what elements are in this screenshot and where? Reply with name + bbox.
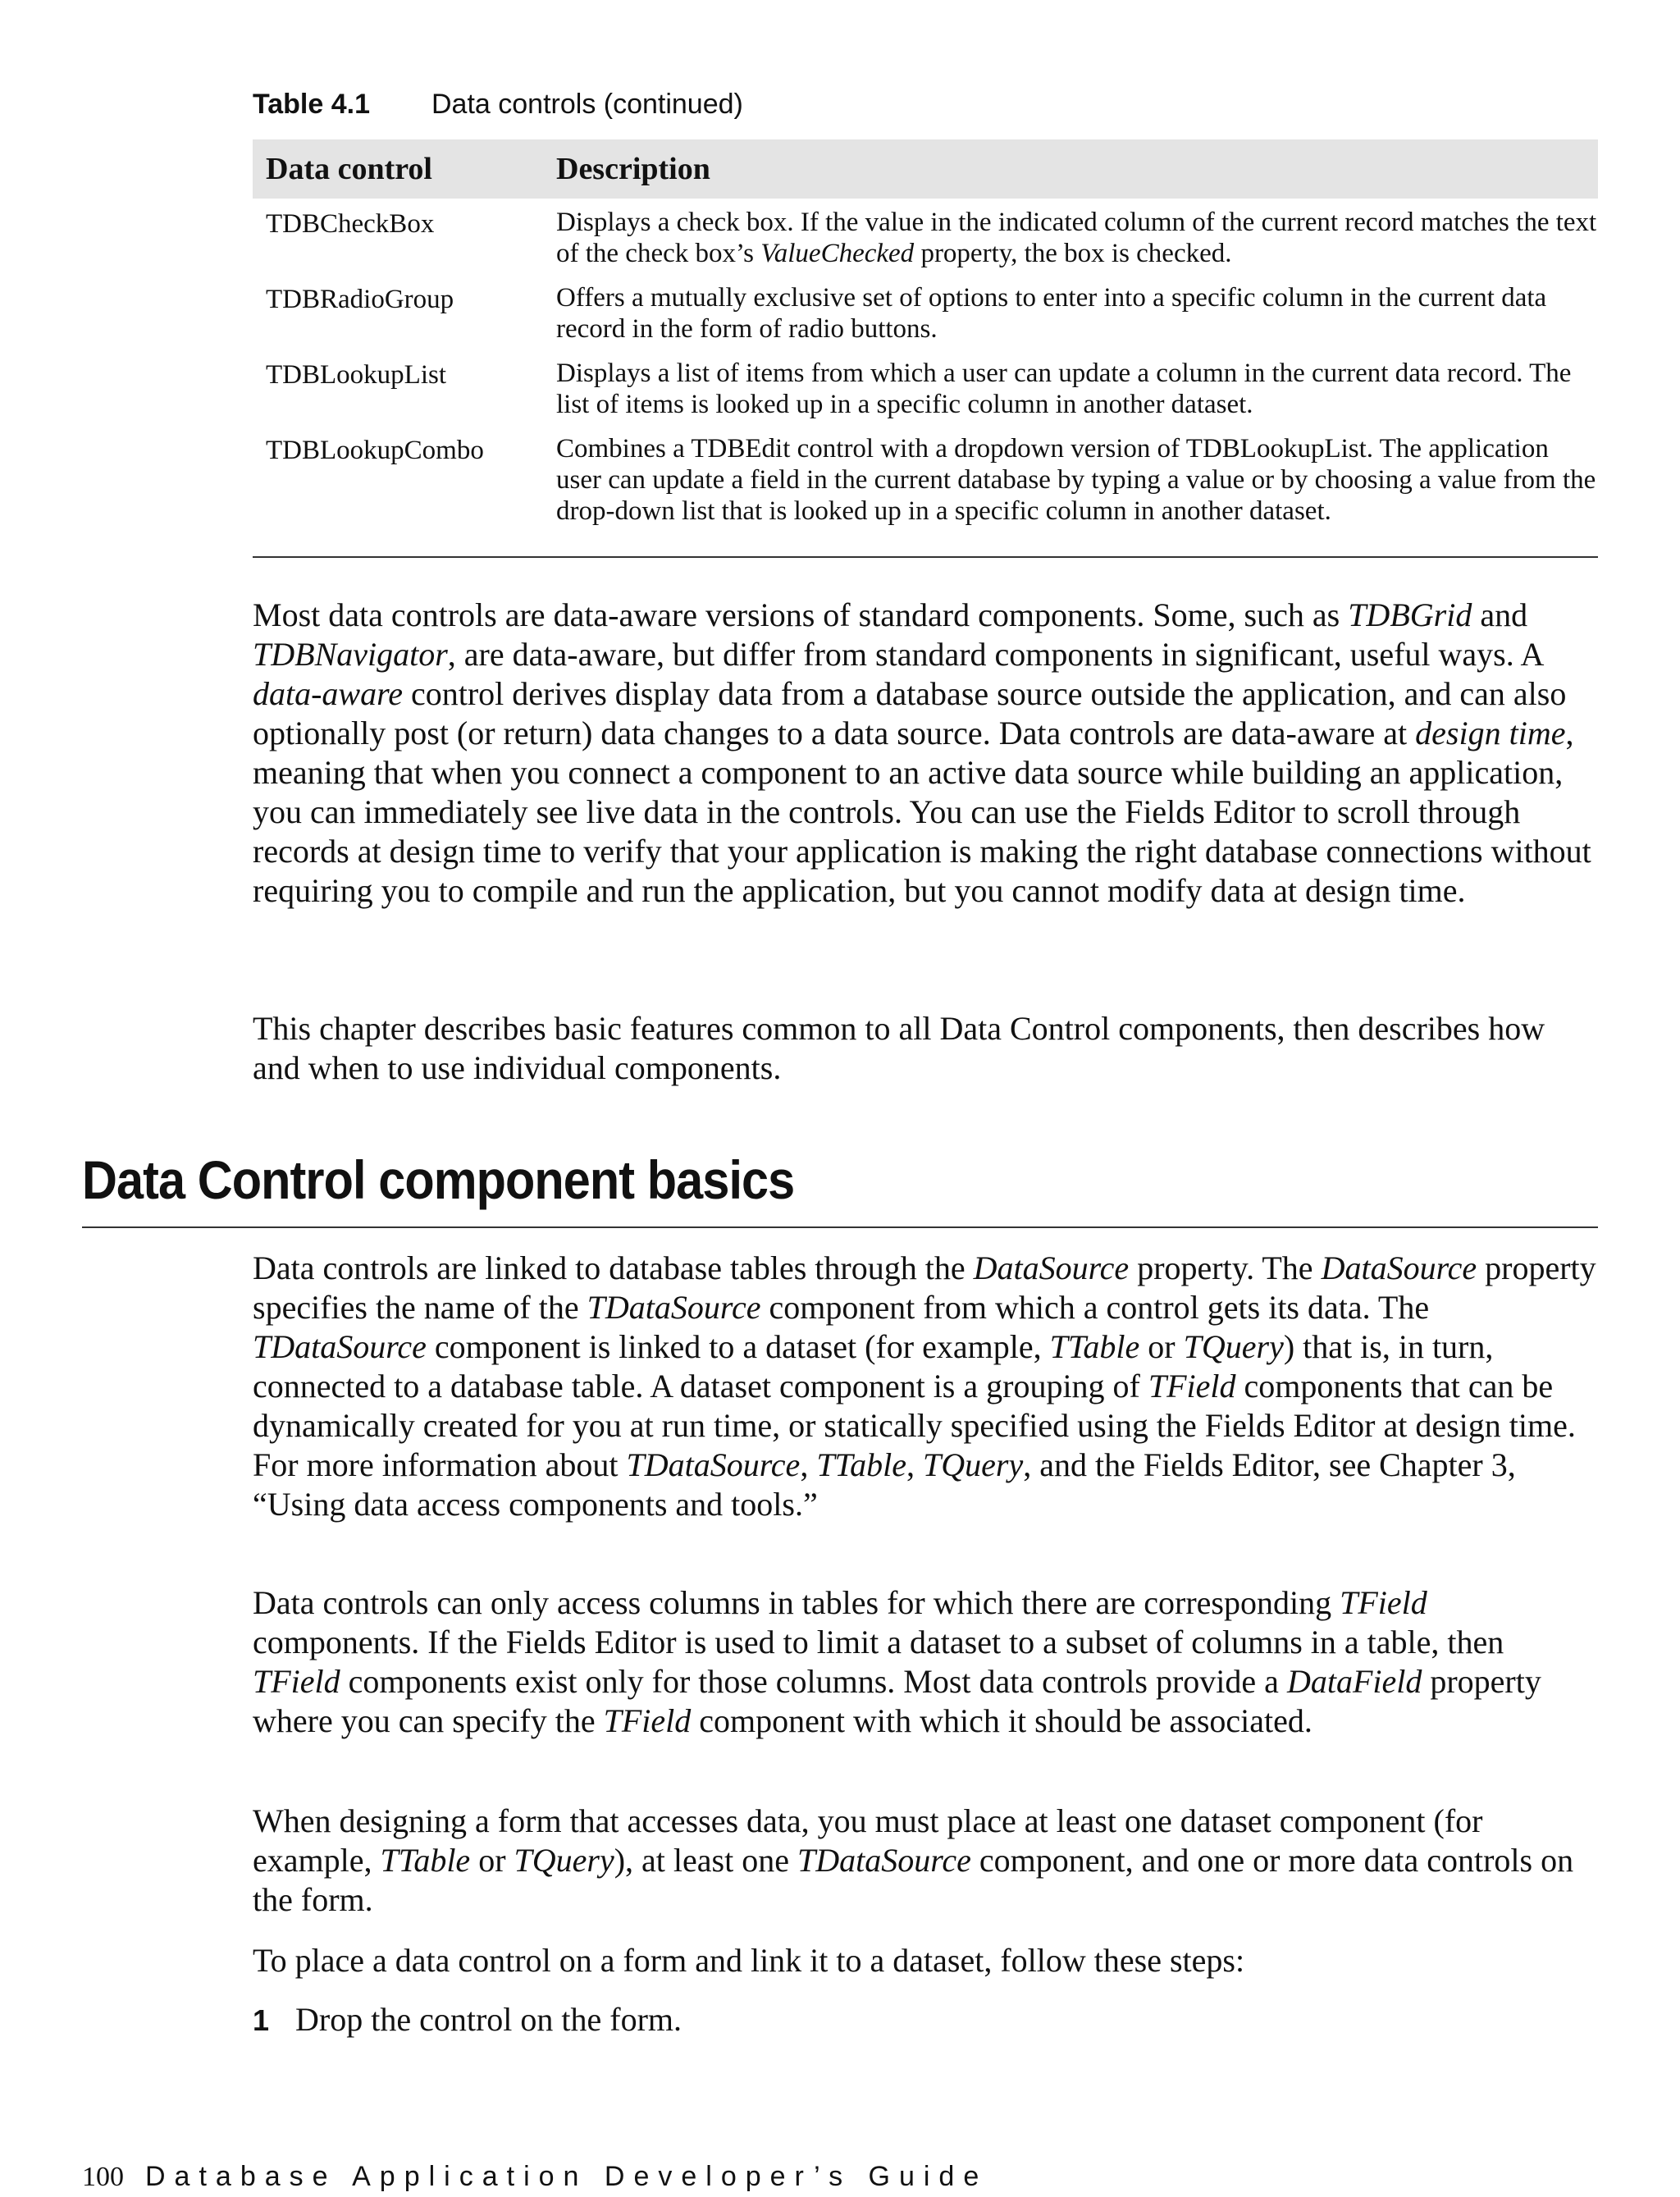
column-header-data-control: Data control — [266, 152, 432, 186]
property-name-valuechecked: ValueChecked — [760, 239, 915, 268]
section-heading-rule — [82, 1226, 1598, 1228]
book-title: Database Application Developer’s Guide — [145, 2161, 988, 2192]
table-cell-control: TDBCheckBox — [266, 209, 435, 239]
table-row — [253, 207, 1598, 269]
step-number: 1 — [253, 2003, 270, 2037]
page-number: 100 — [82, 2162, 124, 2192]
table-cell-description: Displays a check box. If the value in the indicated column of the current record matches the text of the check box’s ValueChecked property, the box is checked. — [556, 208, 1597, 268]
table-cell-control: TDBRadioGroup — [266, 285, 454, 314]
table-header-row — [253, 139, 1598, 199]
table-row — [253, 358, 1598, 420]
table-cell-control: TDBLookupCombo — [266, 436, 484, 465]
intro-paragraph-2: This chapter describes basic features common to all Data Control components, then describes how and when to use individual components. — [253, 1010, 1545, 1086]
section-paragraph-4: To place a data control on a form and link it to a dataset, follow these steps: — [253, 1942, 1245, 1979]
table-row — [253, 282, 1598, 345]
table-cell-description: Combines a TDBEdit control with a dropdown version of TDBLookupList. The application user can update a field in the current database by typing a value or by choosing a value from the drop-down list that is looked up in a specific column in another dataset. — [556, 434, 1596, 526]
table-caption — [253, 89, 743, 121]
table-title: Data controls (continued) — [431, 89, 743, 120]
section-heading: Data Control component basics — [82, 1149, 795, 1210]
table-cell-description: Offers a mutually exclusive set of options to enter into a specific column in the current data record in the form of radio buttons. — [556, 283, 1547, 344]
step-text: Drop the control on the form. — [295, 2001, 682, 2038]
table-cell-description: Displays a list of items from which a user can update a column in the current data record. The list of items is looked up in a specific column in another dataset. — [556, 359, 1572, 419]
column-header-description: Description — [556, 152, 710, 186]
intro-paragraph-1: Most data controls are data-aware versions of standard components. Some, such as TDBGrid and TDBNavigator, are data-aware, but differ from standard components in significant, useful ways. A data-aware control derives display data from a database source outside the application, and can also optionally post (or return) data changes to a data source. Data controls are data-aware at design time, meaning that when you connect a component to an active data source while building an application, you can immediately see live data in the controls. You can use the Fields Editor to scroll through records at design time to verify that your application is making the right database connections without requiring you to compile and run the application, but you cannot modify data at design time. — [253, 596, 1591, 909]
section-paragraph-3: When designing a form that accesses data, you must place at least one dataset component (for example, TTable or TQuery), at least one TDataSource component, and one or more data controls on the form. — [253, 1802, 1574, 1918]
table-bottom-rule — [253, 556, 1598, 558]
section-paragraph-1: Data controls are linked to database tables through the DataSource property. The DataSource property specifies the name of the TDataSource component from which a control gets its data. The TDataSource component is linked to a dataset (for example, TTable or TQuery) that is, in turn, connected to a database table. A dataset component is a grouping of TField components that can be dynamically created for you at run time, or statically specified using the Fields Editor at design time. For more information about TDataSource, TTable, TQuery, and the Fields Editor, see Chapter 3, “Using data access components and tools.” — [253, 1249, 1596, 1523]
section-paragraph-2: Data controls can only access columns in tables for which there are corresponding TField components. If the Fields Editor is used to limit a dataset to a subset of columns in a table, then TField components exist only for those columns. Most data controls provide a DataField property where you can specify the TField component with which it should be associated. — [253, 1584, 1541, 1739]
data-controls-table — [253, 139, 1598, 527]
table-row — [253, 433, 1598, 527]
table-number: Table 4.1 — [253, 89, 370, 120]
page-footer — [82, 2161, 988, 2193]
table-cell-control: TDBLookupList — [266, 360, 446, 390]
list-item — [253, 2000, 682, 2040]
